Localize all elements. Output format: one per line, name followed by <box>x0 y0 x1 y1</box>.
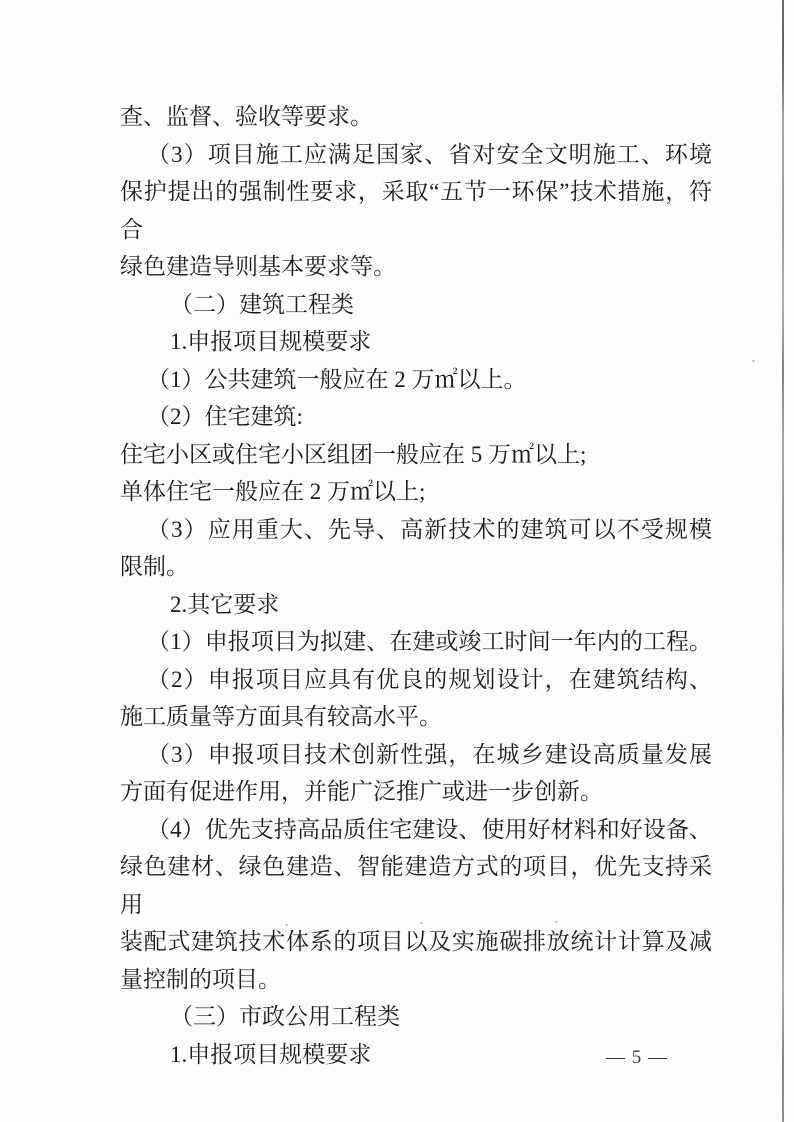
text-line-4: 绿色建造导则基本要求等。 <box>120 254 396 279</box>
text-line-1: 查、监督、验收等要求。 <box>120 104 373 129</box>
text-line-12: 限制。 <box>120 554 189 579</box>
text-line-23: （三）市政公用工程类 <box>170 1004 400 1029</box>
scan-speck-2 <box>420 922 423 924</box>
text-line-2: （3）项目施工应满足国家、省对安全文明施工、环境 <box>147 141 712 167</box>
text-line-5: （二）建筑工程类 <box>170 291 354 317</box>
text-line-3: 保护提出的强制性要求，采取“五节一环保”技术措施，符合 <box>120 179 712 242</box>
text-line-11: （3）应用重大、先导、高新技术的建筑可以不受规模 <box>147 516 712 542</box>
text-line-10: 单体住宅一般应在 2 万㎡以上; <box>120 479 426 504</box>
text-line-14: （1）申报项目为拟建、在建或竣工时间一年内的工程。 <box>147 629 712 654</box>
document-body <box>120 98 712 1073</box>
text-line-22: 量控制的项目。 <box>120 966 281 992</box>
text-line-13: 2.其它要求 <box>170 591 280 617</box>
text-line-20: 绿色建材、绿色建造、智能建造方式的项目，优先支持采用 <box>120 854 712 917</box>
text-line-16: 施工质量等方面具有较高水平。 <box>120 704 442 729</box>
text-line-9: 住宅小区或住宅小区组团一般应在 5 万㎡以上; <box>120 441 587 467</box>
text-line-17: （3）申报项目技术创新性强，在城乡建设高质量发展 <box>147 741 712 767</box>
scan-artifact-line <box>782 0 784 1122</box>
text-line-15: （2）申报项目应具有优良的规划设计，在建筑结构、 <box>147 666 712 692</box>
scan-speck-4 <box>752 360 755 362</box>
text-line-24: 1.申报项目规模要求 <box>170 1041 372 1067</box>
scan-speck-3 <box>555 921 558 923</box>
scan-speck-1 <box>285 924 288 926</box>
text-line-8: （2）住宅建筑: <box>147 404 303 429</box>
text-line-7: （1）公共建筑一般应在 2 万㎡以上。 <box>147 366 527 392</box>
text-line-19: （4）优先支持高品质住宅建设、使用好材料和好设备、 <box>147 816 712 842</box>
page-number: — 5 — <box>606 1047 668 1068</box>
text-line-18: 方面有促进作用，并能广泛推广或进一步创新。 <box>120 779 603 804</box>
text-line-21: 装配式建筑技术体系的项目以及实施碳排放统计计算及减 <box>120 929 712 954</box>
text-line-6: 1.申报项目规模要求 <box>170 329 372 354</box>
